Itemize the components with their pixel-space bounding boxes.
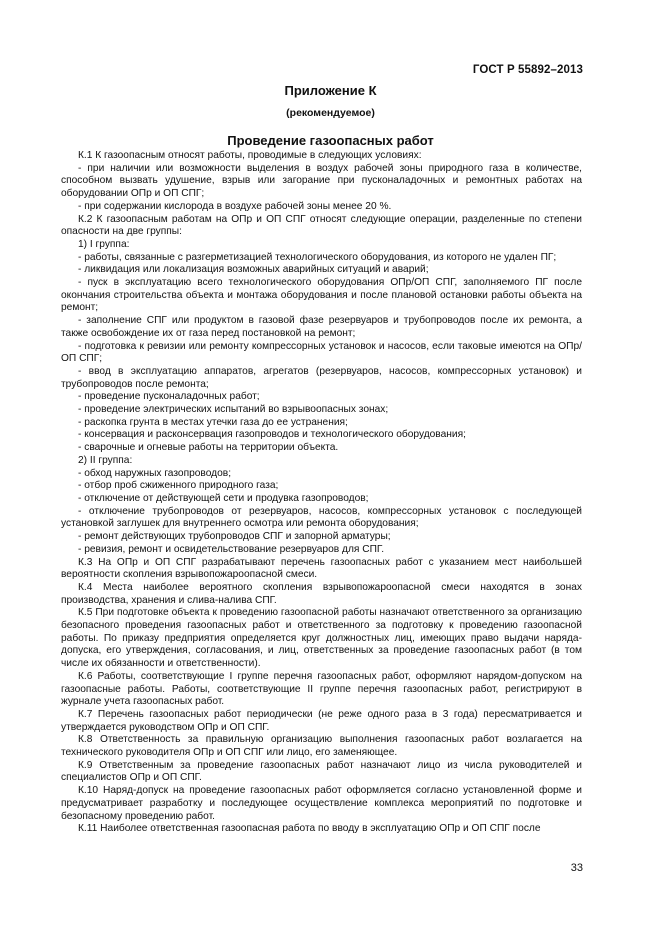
paragraph: К.4 Места наиболее вероятного скопления взрывопожароопасной смеси находятся в зонах производства, хранения и слива-налива СПГ. bbox=[61, 581, 582, 606]
paragraph: - пуск в эксплуатацию всего технологического оборудования ОПр/ОП СПГ, заполняемого ПГ после окончания строительства объекта и монтажа оборудования и после плановой остановки работы объекта на ремонт; bbox=[61, 277, 582, 314]
paragraph: - ревизия, ремонт и освидетельствование резервуаров для СПГ. bbox=[78, 543, 385, 555]
paragraph: - отбор проб сжиженного природного газа; bbox=[78, 480, 279, 492]
paragraph: К.11 Наиболее ответственная газоопасная работа по вводу в эксплуатацию ОПр и ОП СПГ после bbox=[78, 823, 541, 835]
paragraph: К.5 При подготовке объекта к проведению газоопасной работы назначают ответственного за организацию безопасного проведения газоопасных работ и ответственного за подготовку к проведению газоопасной работы. По приказу предприятия определяется круг должностных лиц, имеющих право выдачи наряда-допуска, его утверждения, согласования, и лиц, ответственных за проведение газоопасных работ (в том числе их обязанности и ответственности). bbox=[61, 607, 582, 670]
appendix-status: (рекомендуемое) bbox=[286, 107, 375, 119]
paragraph: - проведение электрических испытаний во взрывоопасных зонах; bbox=[78, 404, 389, 416]
paragraph: 1) I группа: bbox=[78, 238, 130, 250]
paragraph: К.1 К газоопасным относят работы, проводимые в следующих условиях: bbox=[78, 150, 422, 161]
body-text bbox=[61, 150, 582, 836]
paragraph: К.7 Перечень газоопасных работ периодически (не реже одного раза в 3 года) пересматривается и утверждается руководством ОПр и ОП СПГ. bbox=[61, 708, 582, 733]
paragraph: К.9 Ответственным за проведение газоопасных работ назначают лицо из числа руководителей и специалистов ОПр и ОП СПГ. bbox=[61, 759, 582, 784]
page-number: 33 bbox=[570, 862, 583, 874]
paragraph: - отключение от действующей сети и продувка газопроводов; bbox=[78, 492, 369, 504]
paragraph: К.8 Ответственность за правильную организацию выполнения газоопасных работ возлагается на технического руководителя ОПр и ОП СПГ или лицо, его заменяющее. bbox=[61, 734, 582, 759]
paragraph: - обход наружных газопроводов; bbox=[78, 467, 232, 479]
paragraph: - при наличии или возможности выделения в воздух рабочей зоны природного газа в количестве, способном вызвать удушение, взрыв или загорание при пусконаладочных и ремонтных работах на оборудовании ОПр и ОП СПГ; bbox=[61, 162, 582, 200]
paragraph: - ликвидация или локализация возможных аварийных ситуаций и аварий; bbox=[78, 264, 429, 276]
paragraph: К.2 К газоопасным работам на ОПр и ОП СПГ относят следующие операции, разделенные по степени опасности на две группы: bbox=[61, 213, 582, 238]
paragraph: - при содержании кислорода в воздухе рабочей зоны менее 20 %. bbox=[78, 200, 392, 212]
paragraph: - консервация и расконсервация газопроводов и технологического оборудования; bbox=[78, 429, 466, 441]
paragraph: - ввод в эксплуатацию аппаратов, агрегатов (резервуаров, насосов, компрессорных установок) и трубопроводов после ремонта; bbox=[61, 365, 582, 390]
paragraph: - ремонт действующих трубопроводов СПГ и запорной арматуры; bbox=[78, 531, 391, 543]
section-title: Проведение газоопасных работ bbox=[227, 133, 434, 148]
appendix-title: Приложение К bbox=[284, 83, 377, 98]
paragraph: - отключение трубопроводов от резервуаров, насосов, компрессорных установок с последующей установкой заглушек для внутреннего осмотра или ремонта оборудования; bbox=[61, 505, 582, 530]
paragraph: 2) II группа: bbox=[78, 454, 133, 466]
paragraph: К.3 На ОПр и ОП СПГ разрабатывают перечень газоопасных работ с указанием мест наибольшей вероятности скопления взрывопожароопасной смеси. bbox=[61, 556, 582, 581]
paragraph: К.6 Работы, соответствующие I группе перечня газоопасных работ, оформляют нарядом-допуском на газоопасные работы. Работы, соответствующие II группе перечня газоопасных работ, регистрируют в журнале учета газоопасных работ. bbox=[61, 670, 582, 708]
paragraph: К.10 Наряд-допуск на проведение газоопасных работ оформляется согласно установленной форме и предусматривает разработку и последующее осуществление комплекса мероприятий по подготовке и безопасному проведению работ. bbox=[61, 785, 582, 822]
paragraph: - проведение пусконаладочных работ; bbox=[78, 391, 260, 403]
paragraph: - подготовка к ревизии или ремонту компрессорных установок и насосов, если таковые имеются на ОПр/ОП СПГ; bbox=[61, 340, 582, 365]
paragraph: - сварочные и огневые работы на территории объекта. bbox=[78, 442, 339, 454]
paragraph: - заполнение СПГ или продуктом в газовой фазе резервуаров и трубопроводов после их ремонта, а также освобождение их от газа перед постановкой на ремонт; bbox=[61, 315, 582, 339]
document-code: ГОСТ Р 55892–2013 bbox=[472, 64, 583, 76]
paragraph: - раскопка грунта в местах утечки газа до ее устранения; bbox=[78, 416, 348, 428]
paragraph: - работы, связанные с разгерметизацией технологического оборудования, из которого не удален ПГ; bbox=[78, 251, 557, 263]
